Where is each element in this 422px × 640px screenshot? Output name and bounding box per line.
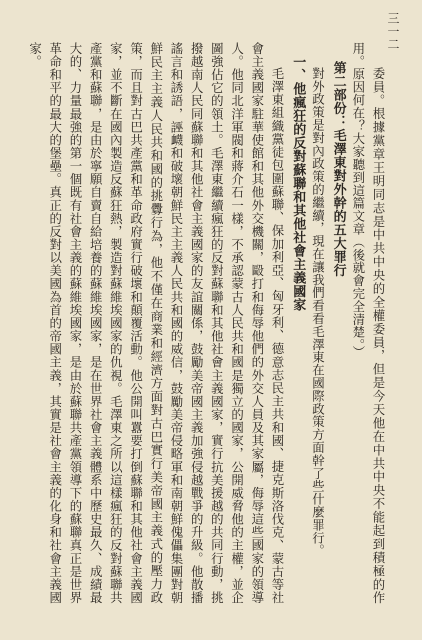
subsection-heading: 一、他瘋狂的反對蘇聯和其他社會主義國家 xyxy=(290,55,306,312)
section-heading: 第二部份：毛澤東對外幹的五大罪行 xyxy=(330,61,346,277)
document-body xyxy=(28,42,388,604)
paragraph: 對外政策是對內政策的繼續，現在讓我們看看毛澤東在國際政策方面幹了些什麼罪行。 xyxy=(310,66,326,557)
paragraph: 毛澤東組織黨徒包圍蘇聯、保加利亞、匈牙利、德意志民主共和國、捷克斯洛伐克、蒙古等社會主義國家駐華使館和其他外交機關，毆打和侮辱他們的外交人員及其家屬，侮辱這些國家的領導人。他同北洋軍閥和蔣介石一樣，不承認蒙古人民共和國是獨立的國家，公開威脅他的主權，並企圖強佔它的領土。毛澤東繼續瘋狂的反對蘇聯和其他社會主義國家，實行抗美援越的共同行動，挑撥越南人民同蘇聯和其他社會主義國家的友誼關係，鼓勵美帝國主義加強侵越戰爭的升級。他散播謠言和誘語，誣衊和破壞朝鮮民主主義人民共和國的威信，鼓勵美帝侵略軍和南朝鮮傀儡集團對朝鮮民主主義人民共和國的挑釁行為，他不僅在商業和經濟方面對古巴實行美帝國主義式的壓力政策，而且對古巴共產黨和革命政府實行破壞和顛覆活動。他公開叫囂要打倒蘇聯和其他社會主義國家，並不斷在國內製造反蘇狂熱，製造對蘇維埃國家的仇視。毛澤東之所以這樣瘋狂的反對蘇聯共產黨和蘇聯，是由於寧願自賣自給培養的蘇維埃國家，是在世界社會主義體系中歷史最久、成績最大的、力量最強的第一個既有社會主義的蘇維埃國家，是由於蘇聯共產黨領導下的蘇聯真正是世界革命和平的最大的堡壘。真正的反對以美國為首的帝國主義，其實是社會主義的化身和社會主義國家。 xyxy=(28,42,285,604)
page-number: 三一二 xyxy=(386,12,400,51)
paragraph: 委員。根據黨章王明同志是中共中央的全權委員，但是今天他在中共中央不能起到積極的作用。原因何在？大家聽到這篇文章（後就會完全清楚。） xyxy=(350,42,386,604)
